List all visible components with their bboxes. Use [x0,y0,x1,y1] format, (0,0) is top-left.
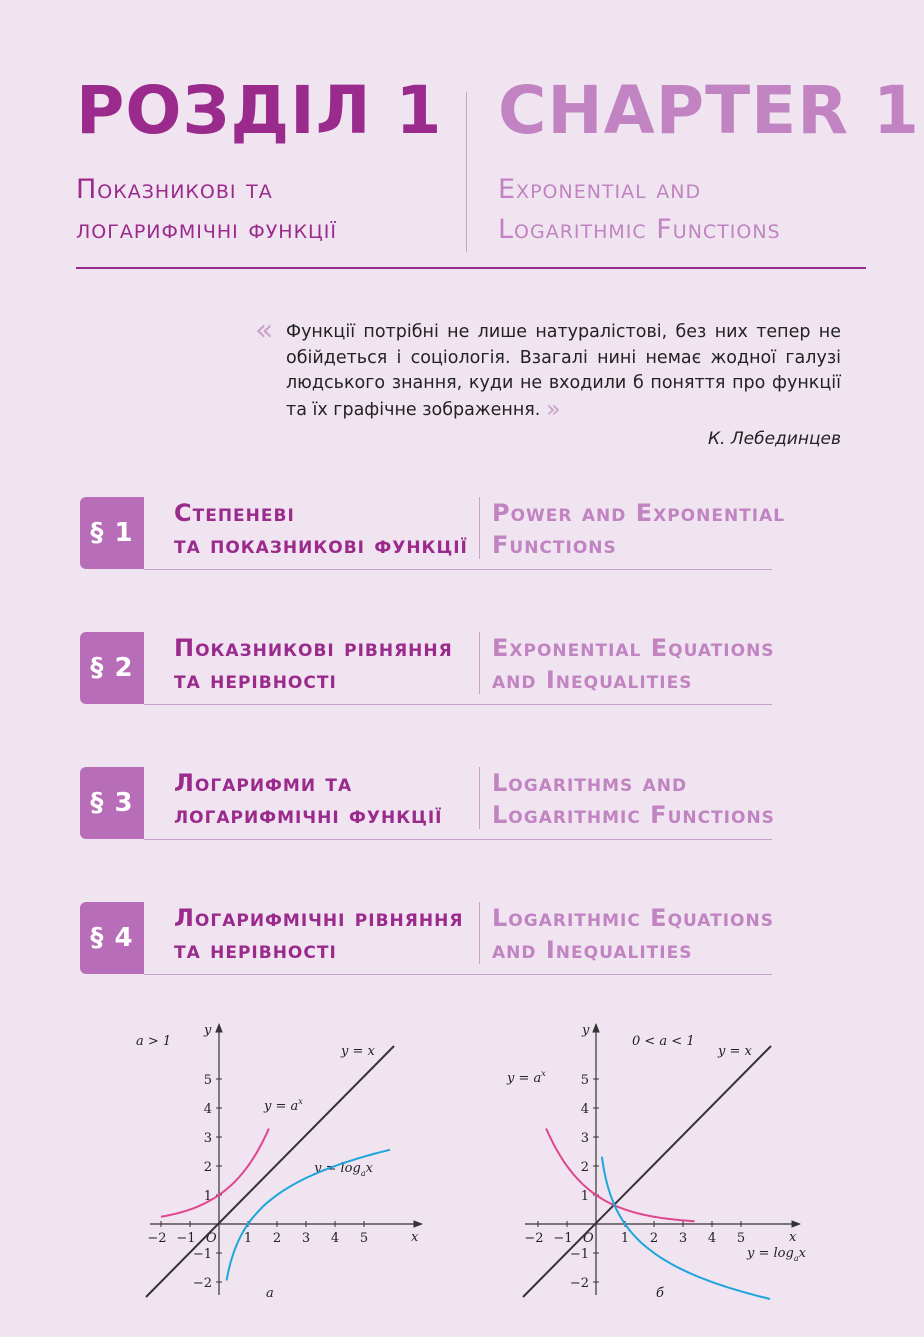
x-tick-label: −2 [524,1231,544,1246]
exp-label [506,1069,546,1086]
identity-line [523,1046,771,1297]
subtitle-line: Logarithmic Functions [498,214,781,245]
section-rule [144,839,772,840]
y-tick-label: 4 [580,1102,589,1117]
section-title-en [492,902,782,966]
identity-label: y = x [341,1044,375,1059]
log-label-sub: a [360,1169,366,1178]
graph-caption: б [656,1286,664,1301]
condition-label: 0 < a < 1 [632,1034,695,1049]
x-tick-label: 3 [678,1231,688,1246]
exp-curve [161,1129,269,1217]
section-divider [479,902,480,964]
y-tick-label: 2 [580,1160,589,1175]
x-tick-label: 2 [649,1231,659,1246]
log-label-arg: x [365,1161,373,1176]
y-tick-label: 2 [203,1160,212,1175]
log-label-sub: a [793,1254,799,1263]
exp-label-base: y = a [507,1071,542,1086]
section-title-ua [174,497,474,561]
graph-caption: а [266,1286,274,1301]
y-tick-label: −1 [192,1247,212,1262]
y-axis-label: y [204,1023,212,1038]
subtitle-line: Показникові та [76,174,273,205]
section-title-line: Показникові рівняння [174,634,453,662]
y-tick-label: 4 [203,1102,212,1117]
origin-label: O [206,1231,217,1246]
section-4[interactable] [80,902,772,976]
open-quote-icon: « [255,313,274,348]
y-tick-label: −2 [192,1276,212,1291]
x-tick-label: 2 [272,1231,282,1246]
exp-label-sup: x [541,1069,546,1078]
x-tick-label: −2 [147,1231,167,1246]
section-title-line: Логарифми та [174,769,353,797]
log-label-arg: x [798,1246,806,1261]
exp-curve [546,1129,695,1222]
section-title-line: Power and Exponential [492,499,786,527]
section-rule [144,974,772,975]
section-title-line: Степеневі [174,499,295,527]
section-badge: § 1 [80,497,144,569]
section-title-en [492,632,782,696]
section-title-line: Логарифмічні рівняння [174,904,464,932]
section-3[interactable] [80,767,775,841]
section-title-line: Exponential Equations [492,634,775,662]
origin-label: O [583,1231,594,1246]
section-title-en [492,767,782,831]
x-tick-label: 5 [736,1231,746,1246]
section-rule [144,569,772,570]
x-tick-label: −1 [553,1231,573,1246]
function-graphs [0,1010,924,1310]
x-tick-label: 4 [707,1231,717,1246]
section-rule [144,704,772,705]
section-title-line: Functions [492,531,617,559]
section-title-ua [174,632,474,696]
x-axis-label: x [411,1230,419,1245]
x-axis-label: x [789,1230,797,1245]
section-divider [479,632,480,694]
chapter-title-ua: РОЗДІЛ 1 [76,72,443,149]
x-tick-label: 3 [301,1231,311,1246]
epigraph-text [286,320,841,423]
log-label-base: y = log [747,1246,794,1261]
section-2[interactable] [80,632,775,706]
section-title-line: Logarithmic Functions [492,801,775,829]
log-label-base: y = log [314,1161,361,1176]
section-title-line: and Inequalities [492,666,693,694]
condition-label: a > 1 [136,1034,172,1049]
epigraph-author: К. Лебединцев [707,429,841,449]
section-title-line: та нерівності [174,936,337,964]
section-divider [479,767,480,829]
epigraph-body: Функції потрібні не лише натуралістові, без них тепер не обійдеться і соціологія. Взагалі нині немає жодної галузі людського знання, куди не входили б поняття про функції та їх графічне зображення. [286,322,841,420]
y-tick-label: 5 [580,1073,589,1088]
section-title-line: логарифмічні функції [174,801,443,829]
subtitle-line: логарифмічні функції [76,214,338,245]
section-badge: § 4 [80,902,144,974]
section-title-line: та нерівності [174,666,337,694]
exp-label-base: y = a [264,1099,299,1114]
section-title-ua [174,902,474,966]
y-tick-label: −2 [569,1276,589,1291]
section-title-line: and Inequalities [492,936,693,964]
x-tick-label: 1 [243,1231,253,1246]
exp-label-sup: x [298,1097,303,1106]
header-divider [466,92,467,252]
x-tick-label: −1 [176,1231,196,1246]
y-tick-label: 3 [580,1131,589,1146]
y-tick-label: 3 [203,1131,212,1146]
y-tick-label: −1 [569,1247,589,1262]
section-1[interactable] [80,497,786,571]
identity-label: y = x [718,1044,752,1059]
graph-a [136,1023,422,1301]
section-title-line: Logarithms and [492,769,688,797]
x-tick-label: 5 [359,1231,369,1246]
close-quote-icon: » [545,394,561,423]
section-badge: § 3 [80,767,144,839]
section-title-en [492,497,786,561]
y-tick-label: 1 [580,1189,589,1204]
section-badge: § 2 [80,632,144,704]
x-tick-label: 1 [620,1231,630,1246]
section-title-line: Logarithmic Equations [492,904,774,932]
graph-b [506,1023,807,1301]
log-curve [602,1157,770,1299]
chapter-title-en: CHAPTER 1 [498,72,920,149]
chapter-subtitle-en [498,170,781,250]
chapter-subtitle-ua [76,170,337,250]
header-rule [76,267,866,269]
y-tick-label: 1 [203,1189,212,1204]
section-divider [479,497,480,559]
x-tick-label: 4 [330,1231,340,1246]
exp-label [263,1097,303,1114]
section-title-line: та показникові функції [174,531,468,559]
section-title-ua [174,767,474,831]
subtitle-line: Exponential and [498,174,702,205]
y-tick-label: 5 [203,1073,212,1088]
log-label [746,1246,807,1263]
y-axis-label: y [582,1023,590,1038]
